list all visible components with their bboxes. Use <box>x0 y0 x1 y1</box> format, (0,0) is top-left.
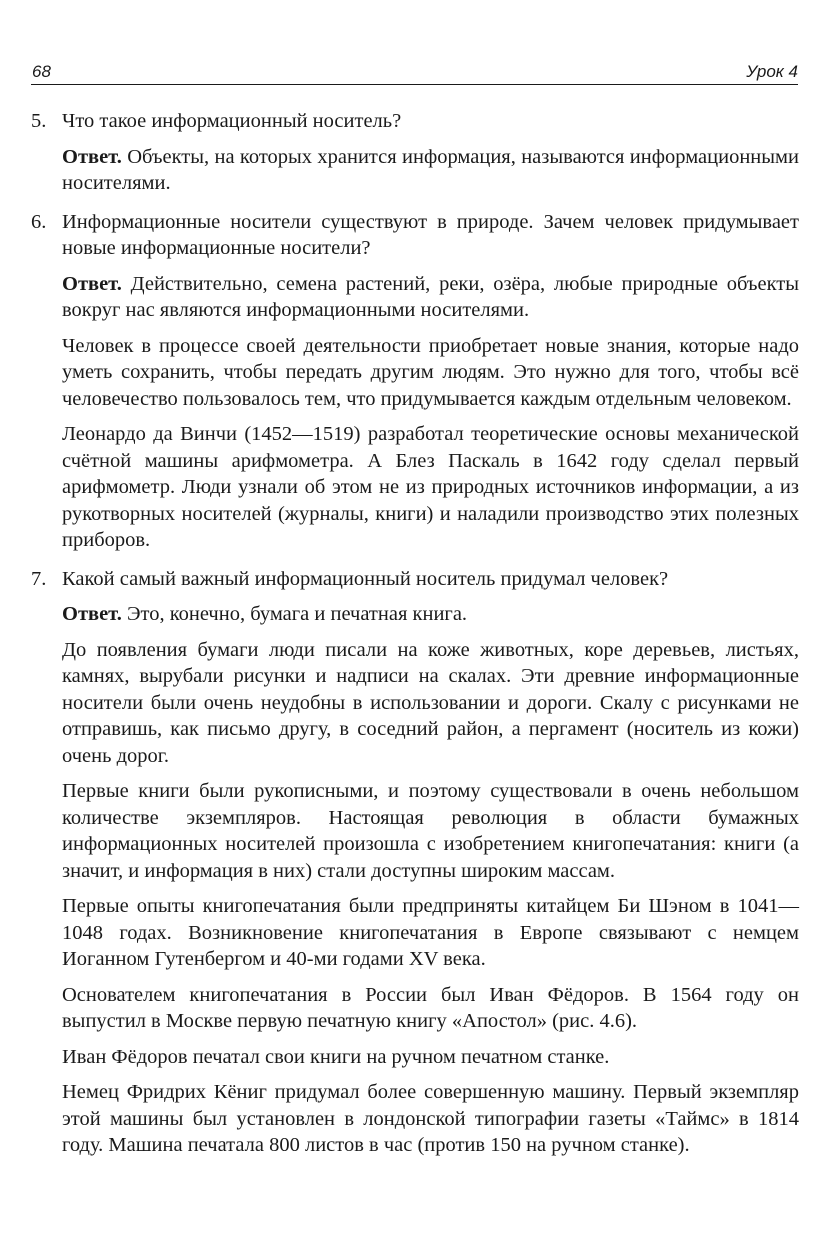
question-text: Что такое информационный носитель? <box>62 110 402 132</box>
page-header <box>31 58 798 85</box>
paragraph: Леонардо да Винчи (1452—1519) разработал теоретические основы механической счётной машины арифмометра. А Блез Паскаль в 1642 году сделал первый арифмометр. Люди узнали об этом не из природных источников информации, а из рукотворных носителей (журналы, книги) и наладили производство этих полезных приборов. <box>62 423 799 551</box>
paragraph: Первые книги были рукописными, и поэтому существовали в очень небольшом количестве экземпляров. Настоящая революция в области бумажных информационных носителей произошла с изобретением книгопечатания: книги (а значит, и информация в них) стали доступны широким массам. <box>62 780 799 882</box>
lesson-title: Урок 4 <box>746 62 798 81</box>
answer-label: Ответ. <box>62 603 122 625</box>
paragraph: Первые опыты книгопечатания были предприняты китайцем Би Шэном в 1041—1048 годах. Возникновение книгопечатания в Европе связывают с немцем Иоганном Гутенбергом и 40-ми годами XV века. <box>62 895 799 970</box>
answer-text: Это, конечно, бумага и печатная книга. <box>121 603 468 625</box>
question-number: 7. <box>31 567 47 590</box>
paragraph: Иван Фёдоров печатал свои книги на ручном печатном станке. <box>62 1045 610 1068</box>
paragraph: Немец Фридрих Кёниг придумал более совершенную машину. Первый экземпляр этой машины был установлен в лондонской типографии газеты «Таймс» в 1814 году. Машина печатала 800 листов в час (против 150 на ручном станке). <box>62 1081 799 1156</box>
answer-label: Ответ. <box>62 145 122 168</box>
paragraph: До появления бумаги люди писали на коже животных, коре деревьев, листьях, камнях, вырубали рисунки и надписи на скалах. Эти древние информационные носители были очень неудобны в использовании и дороги. Скалу с рисунками не отправишь, как письмо другу, в соседний район, а пергамент (носитель из кожи) очень дорог. <box>62 638 799 767</box>
answer-6 <box>62 271 799 324</box>
question-6 <box>31 209 799 262</box>
page-number: 68 <box>32 62 51 81</box>
answer-text: Объекты, на которых хранится информация, называются информационными носителями. <box>62 145 799 194</box>
paragraph: Основателем книгопечатания в России был Иван Фёдоров. В 1564 году он выпустил в Москве первую печатную книгу «Апостол» (рис. 4.6). <box>62 983 799 1032</box>
answer-text: Действительно, семена растений, реки, озёра, любые природные объекты вокруг нас являются информационными носителями. <box>62 272 799 321</box>
question-number: 6. <box>31 210 47 233</box>
question-5 <box>31 108 799 135</box>
question-text: Какой самый важный информационный носитель придумал человек? <box>62 567 669 590</box>
question-text: Информационные носители существуют в природе. Зачем человек придумывает новые информационные носители? <box>62 210 799 259</box>
question-number: 5. <box>31 110 47 132</box>
answer-7 <box>62 601 799 628</box>
question-7 <box>31 566 799 593</box>
page-content <box>31 108 799 1168</box>
answer-label: Ответ. <box>62 272 122 295</box>
paragraph: Человек в процессе своей деятельности приобретает новые знания, которые надо уметь сохранить, чтобы передать другим людям. Это нужно для того, чтобы всё человечество пользовалось тем, что придумывается каждым отдельным человеком. <box>62 334 799 410</box>
answer-5 <box>62 144 799 197</box>
